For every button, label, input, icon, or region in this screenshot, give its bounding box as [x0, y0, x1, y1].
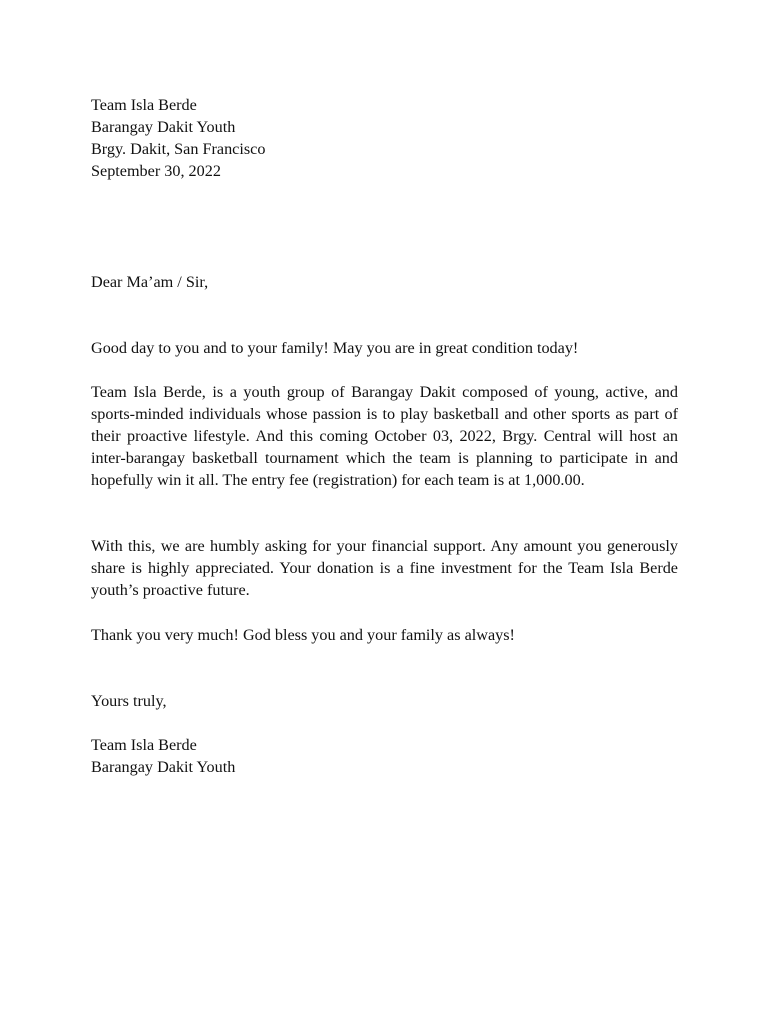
thanks-line — [91, 624, 678, 646]
sender-address: Brgy. Dakit, San Francisco — [91, 140, 266, 158]
sender-address-block — [91, 94, 678, 182]
signature-organization: Barangay Dakit Youth — [91, 758, 236, 776]
closing-text: Yours truly, — [91, 692, 167, 710]
body-paragraph-2: With this, we are humbly asking for your financial support. Any amount you generously share is highly appreciated. Your donation is a fine investment for the Team Isla Berde youth’s proactive future. — [91, 537, 678, 599]
salutation-text: Dear Ma’am / Sir, — [91, 273, 209, 291]
sender-organization: Barangay Dakit Youth — [91, 118, 236, 136]
body-paragraph-1: Team Isla Berde, is a youth group of Barangay Dakit composed of young, active, and sports-minded individuals whose passion is to play basketball and other sports as part of their proactive lifestyle. And this coming October 03, 2022, Brgy. Central will host an inter-barangay basketball tournament which the team is planning to participate in and hopefully win it all. The entry fee (registration) for each team is at 1,000.00. — [91, 383, 678, 489]
opening-text: Good day to you and to your family! May you are in great condition today! — [91, 339, 579, 357]
signature-name: Team Isla Berde — [91, 736, 197, 754]
letter-date: September 30, 2022 — [91, 162, 221, 180]
salutation — [91, 271, 678, 293]
signature-block — [91, 734, 678, 778]
opening-line — [91, 337, 678, 359]
sender-name: Team Isla Berde — [91, 96, 197, 114]
closing — [91, 690, 678, 712]
thanks-text: Thank you very much! God bless you and your family as always! — [91, 626, 515, 644]
